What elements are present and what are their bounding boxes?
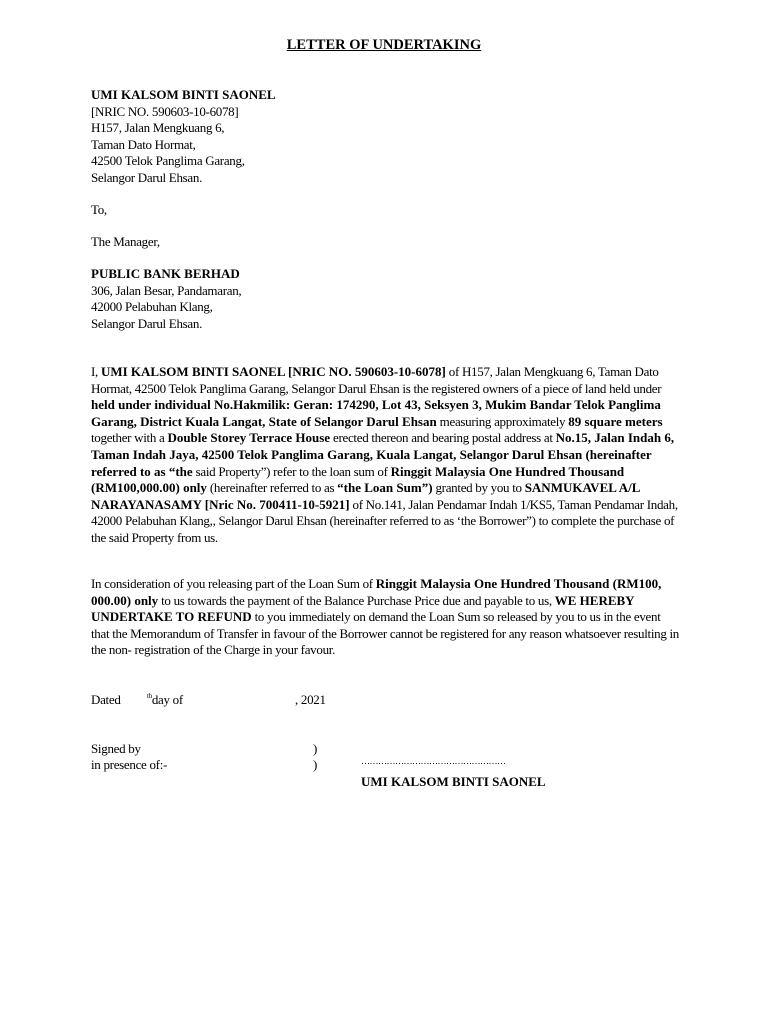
sender-address-line: Selangor Darul Ehsan. (91, 169, 203, 185)
sender-address-line: H157, Jalan Mengkuang 6, (91, 120, 225, 135)
recipient-block (91, 266, 681, 332)
undertaking-paragraph-2: In consideration of you releasing part of the Loan Sum of Ringgit Malaysia One Hundred Thousand (RM100, 000.00) only to us towards the payment of the Balance Purchase Price due and payable to us, WE HEREBY UNDERTAKE TO REFUND to you immediately on demand the Loan Sum so released by you to us in the event that the Memorandum of Transfer in favour of the Borrower cannot be registered for any reason whatsoever resulting in the non- registration of the Charge in your favour. (91, 576, 679, 658)
signed-by-label: Signed by (91, 741, 141, 756)
signature-bracket: ) (313, 741, 318, 756)
signatory-name: UMI KALSOM BINTI SAONEL (361, 774, 546, 789)
signature-bracket: ) (313, 757, 318, 772)
recipient-address-line: 42000 Pelabuhan Klang, (91, 299, 213, 314)
sender-nric: [NRIC NO. 590603-10-6078] (91, 103, 239, 119)
dated-label: Dated (91, 692, 121, 707)
sender-address-line: 42500 Telok Panglima Garang, (91, 153, 245, 168)
undertaking-paragraph-1: I, UMI KALSOM BINTI SAONEL [NRIC NO. 590603-10-6078] of H157, Jalan Mengkuang 6, Taman Dato Hormat, 42500 Telok Panglima Garang, Selangor Darul Ehsan is the registered owners of a piece of land held under held under individual No.Hakmilik: Geran: 174290, Lot 43, Seksyen 3, Mukim Bandar Telok Panglima Garang, District Kuala Langat, State of Selangor Darul Ehsan measuring approximately 89 square meters together with a Double Storey Terrace House erected thereon and bearing postal address at No.15, Jalan Indah 6, Taman Indah Jaya, 42500 Telok Panglima Garang, Kuala Langat, Selangor Darul Ehsan (hereinafter referred to as “the said Property”) refer to the loan sum of Ringgit Malaysia One Hundred Thousand (RM100,000.00) only (hereinafter referred to as “the Loan Sum”) granted by you to SANMUKAVEL A/L NARAYANASAMY [Nric No. 700411-10-5921] of No.141, Jalan Pendamar Indah 1/KS5, Taman Pendamar Indah, 42000 Pelabuhan Klang,, Selangor Darul Ehsan (hereinafter referred to as ‘the Borrower”) to complete the purchase of the said Property from us. (91, 364, 678, 545)
recipient-address-line: Selangor Darul Ehsan. (91, 315, 203, 331)
signature-dotted-line: …………………………………………… (361, 756, 506, 766)
dated-year: , 2021 (295, 692, 326, 707)
dated-day-of: $^{th}$day of (147, 692, 183, 707)
recipient-bank-name: PUBLIC BANK BERHAD (91, 266, 240, 281)
recipient-role: The Manager, (91, 234, 160, 249)
sender-block (91, 87, 681, 186)
to-line: To, (91, 202, 107, 217)
document-title: LETTER OF UNDERTAKING (286, 37, 482, 53)
in-presence-label: in presence of:- (91, 757, 168, 772)
sender-name: UMI KALSOM BINTI SAONEL (91, 87, 276, 102)
sender-address-line: Taman Dato Hormat, (91, 136, 196, 152)
recipient-address-line: 306, Jalan Besar, Pandamaran, (91, 282, 242, 298)
